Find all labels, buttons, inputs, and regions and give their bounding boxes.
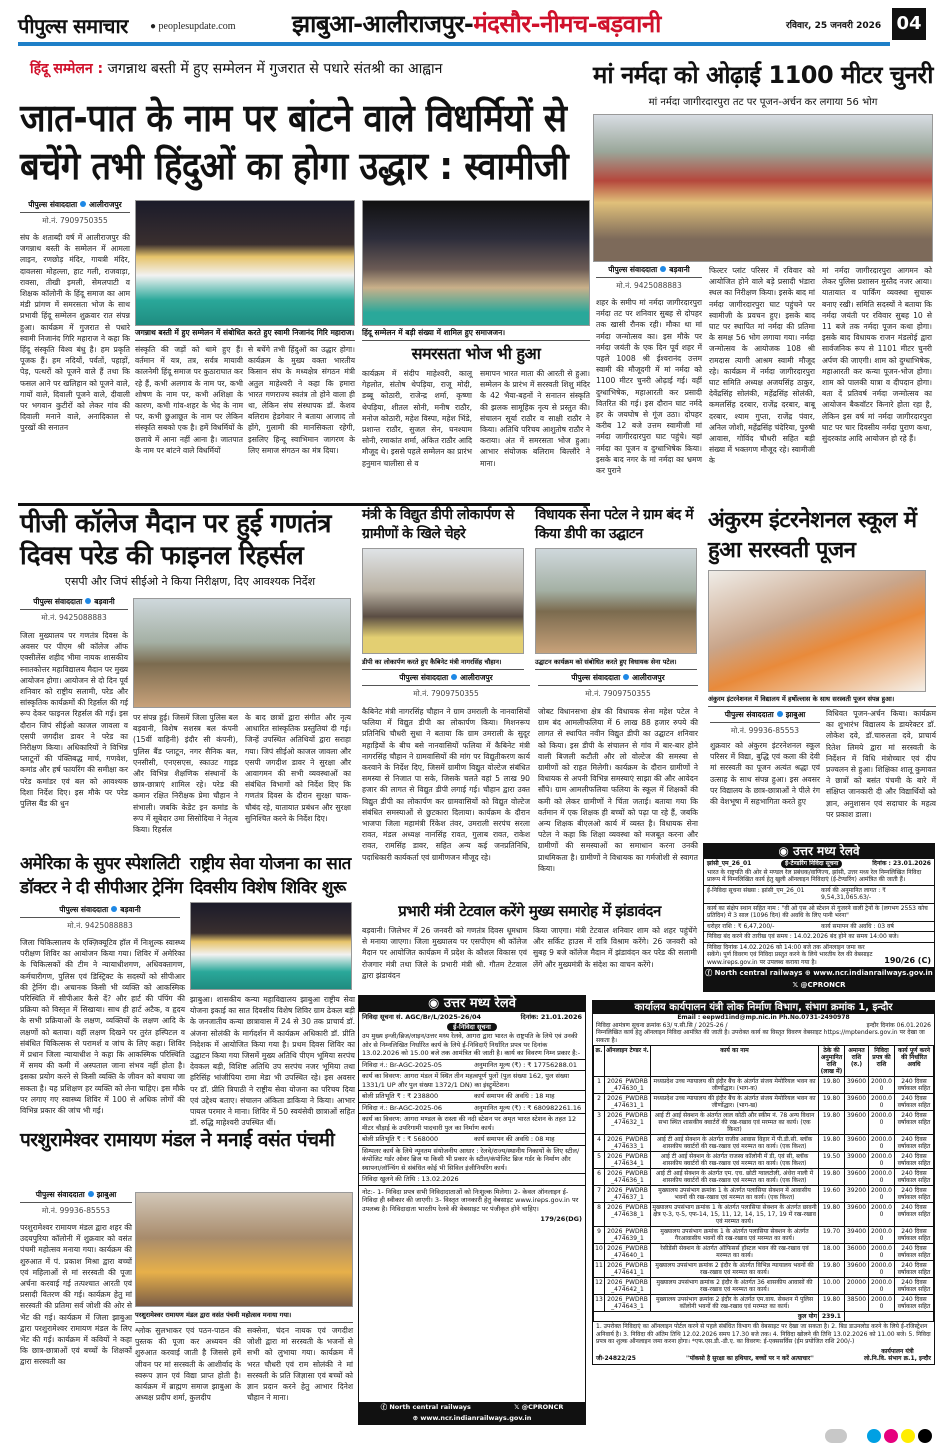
table-cell: 19.80 bbox=[819, 1295, 845, 1312]
table-cell: रेसीडेंसी सेक्शन के अंतर्गत ऑफिसर्स हॉस्टल भवन की रख-रखाव एवं मरम्मत का कार्य। bbox=[651, 1244, 819, 1261]
photo-caption: हिंदू सम्मेलन में बड़ी संख्या में शामिल हुए समाजजन। bbox=[362, 328, 590, 341]
table-cell: 19.70 bbox=[819, 1227, 845, 1244]
table-cell: 240 दिवस वर्षाकाल सहित bbox=[895, 1169, 934, 1186]
ad-cell: अनुमानित मूल्य (₹) : ₹ 17756288.01 bbox=[474, 1060, 578, 1069]
byline: पीपुल्स संवाददाता झाबुआ bbox=[20, 1190, 132, 1203]
table-cell: 39600 bbox=[845, 1261, 869, 1278]
lead-photo-crowd bbox=[362, 200, 590, 326]
byline: पीपुल्स संवाददाता बड़वानी bbox=[20, 905, 180, 918]
reporter-mobile: मो.नं. 7909750355 bbox=[413, 689, 479, 698]
table-cell: 39200 bbox=[845, 1186, 869, 1203]
table-cell: 2000.00 bbox=[869, 1152, 895, 1169]
minister-byline-block bbox=[362, 673, 530, 699]
table-cell: 2000.00 bbox=[869, 1094, 895, 1111]
table-row bbox=[594, 1295, 934, 1312]
table-cell: 2026_PWDRB_474636_1 bbox=[605, 1169, 651, 1186]
ad-cell: अनुमानित मूल्य (₹) : ₹ 680982261.16 bbox=[474, 1103, 582, 1112]
narmada-column-1: शहर के समीप मां नर्मदा जागीरदारपुरा नर्मदा तट पर शनिवार सुबह से दोपहर तक खासी रौनक रही। मौका था मां नर्मदा जन्मोत्सव का। इस मौके पर नर्मदा जयंती के एक दिन पूर्व शहर में पहले 1008 श्री ईश्वरानंद उत्तम स्वामी की मौजूदगी में मां नर्मदा को 1100 मीटर चुनरी ओढ़ाई गई। वहीं दुग्धाभिषेक, महाआरती कर प्रसादी वितरित की गई। इस दौरान घाट नर्मदे हर के जयघोष से गूंज उठा। दोपहर करीब 12 बजे उत्तम स्वामीजी मां नर्मदा जागीरदारपुरा घाट पहुंचे। यहां नर्मदा का पूजन व दुग्धाभिषेक किया। इसके बाद नगर के मां नर्मदा का भ्रमण कर पुराने bbox=[596, 298, 702, 476]
table-cell: 2000.00 bbox=[869, 1203, 895, 1227]
ad-contact: Email : eepwd1ind@mp.nic.in Ph.No.0731-2490978 bbox=[677, 1014, 850, 1021]
table-cell: 2000.00 bbox=[869, 1169, 895, 1186]
ad-row: निविदा बंद करने की तारीख एवं समय : 14.02.2026 बंद होने का समय 14:00 बजे। bbox=[704, 931, 934, 942]
ad-row: कार्य का संक्षेप स्थान सहित नाम : "वी ओ एस ओ स्टेशन से गुजरने वाली ट्रेनों के (लगभग 2553 कोच प्रतिदिन) में 3 साल (1096 दिन) की अवधि के लिए पानी भरना" bbox=[704, 903, 934, 921]
table-cell: 2026_PWDRB_474633_1 bbox=[605, 1135, 651, 1152]
lead-column-2: संस्कृति की जड़ों को थामे हुए हैं। वर्तमान में यत्र, तत्र, सर्वत्र मायावी कालनेमी हिंदू समाज पर कुठाराघात कर रहे हैं, कभी अलगाव के नाम पर, कभी शोषण के नाम पर, कभी अशिक्षा के कारण, कभी गांव-शहर के भेद के नाम पर, कभी छुआछूत के नाम पर लेकिन संस्कृति सबको एक है। हमें विधर्मियों के छलावे में आना नहीं आना है। जातपात के नाम पर बांटने वाले विधर्मियों bbox=[135, 345, 243, 455]
ad-row bbox=[359, 1102, 585, 1114]
nss-text: झाबुआ। शासकीय कन्या महाविद्यालय झाबुआ राष्ट्रीय सेवा योजना इकाई का सात दिवसीय विशेष शिविर ग्राम ढेकल बड़ी के जनजातीय कन्या छात्रावास में 24 से 30 तक प्राचार्य डॉ. अंजना सोलंकी के मार्गदर्शन में कार्यक्रम अधिकारी डॉ. प्रीति निदेशक में आयोजित किया गया है। प्रथम दिवस शिविर का उद्घाटन किया गया जिसमें मुख्य अतिथि पीएम भूमिया सरपंच देवकल बड़ी, विशिष्ट अतिथि उप सरपंच नजर भूमिया तथा हरिसिंह भांजीपिया रामा मेडा भी उपस्थित रहे। इस अवसर पर डॉ. प्रीति त्रिपाठी ने राष्ट्रीय सेवा योजना का परिचय दिया एवं उद्देश्य बताए। संचालन अंकिता डाकिया ने किया। आभार पायल परमार ने माना। शिविर में 50 स्वयंसेवी छात्राओं सहित डॉ. रुद्धि माहेश्वरी उपस्थित थीं। bbox=[190, 995, 355, 1128]
table-cell: 2026_PWDRB_474639_1 bbox=[605, 1227, 651, 1244]
ad-cell: कार्य समापन की अवधि : 18 माह bbox=[474, 1092, 555, 1100]
table-row bbox=[594, 1227, 934, 1244]
parshu-column-3: सक्सेना, चंदन नायक एवं जगदीश जोशी द्वारा मां सरस्वती के भजनों से सभी को लुभाया गया। कार्यक्रम में भरत चौधरी एवं राम सोलंकी ने मां सरस्वती के प्रति जिज्ञासा एवं बच्चों को ज्ञान प्रदान करने हेतु आभार दिनेश चौहान ने माना। bbox=[247, 1326, 353, 1403]
table-cell: 2000.00 bbox=[869, 1135, 895, 1152]
table-header: क्र. bbox=[594, 1046, 605, 1077]
pg-college-photo bbox=[133, 598, 351, 708]
ankuram-byline-block bbox=[710, 710, 820, 736]
nss-photo bbox=[190, 902, 352, 990]
table-cell: 19.80 bbox=[819, 1077, 845, 1094]
ad-row: धरोहर राशि : ₹ 6,47,200/- कार्य समापन की अवधि : 03 वर्ष bbox=[704, 921, 934, 932]
empty-cell bbox=[845, 1312, 934, 1322]
table-cell: 39000 bbox=[845, 1152, 869, 1169]
photo-caption: अंकुरम इंटरनेशनल में विद्यालय में हर्षोल्लास के साथ सरस्वती पूजन संपन्न हुआ। bbox=[708, 694, 936, 707]
table-cell: 39600 bbox=[845, 1135, 869, 1152]
table-cell: 19.80 bbox=[819, 1094, 845, 1111]
table-cell: 39600 bbox=[845, 1094, 869, 1111]
ankuram-headline: अंकुरम इंटरनेशनल स्कूल में हुआ सरस्वती पूजन bbox=[708, 508, 917, 563]
ad-signatory: कार्यपालन यंत्री लो.नि.वि. संभाग क्र.1, इन्दौर bbox=[863, 1347, 931, 1362]
table-cell: 1 bbox=[594, 1077, 605, 1094]
issue-date: रविवार, 25 जनवरी 2026 bbox=[786, 21, 882, 31]
parshurameshwar-headline: परशुरामेश्वर रामायण मंडल ने मनाई वसंत पंचमी bbox=[20, 1129, 335, 1151]
ad-footer bbox=[593, 1347, 934, 1364]
table-cell: 19.80 bbox=[819, 1135, 845, 1152]
registration-dot bbox=[884, 1429, 898, 1443]
narmada-byline-block bbox=[596, 265, 702, 291]
ad-notes: नोट:- 1- निविदा प्रपत्र सभी निविदादाताओं को निःशुल्क मिलेगा। 2- केवल ऑनलाइन ई-निविदा ही स्वीकार की जाएगी। 3- विस्तृत जानकारी हेतु वेबसाइट www.ireps.gov.in पर उपलब्ध है। निविदादाता भारतीय रेलवे की वेबसाइट पर पंजीकृत होने चाहिए। bbox=[359, 1185, 585, 1216]
table-cell: आई टी आई सेक्शन के अंतर्गत राजस्व कॉलोनी में डी, एवं सी, ब्लॉक शासकीय क्वार्टरों की रख-रखाव एवं मरम्मत का कार्य। (एक किश्त) bbox=[651, 1152, 819, 1169]
photo-caption: जगन्नाथ बस्ती में हुए सम्मेलन में संबोधित करते हुए स्वामी निजानंद गिरि महाराज। bbox=[135, 328, 355, 341]
table-cell: 7 bbox=[594, 1186, 605, 1203]
table-cell: 36000 bbox=[845, 1244, 869, 1261]
table-cell: मुख्यालय उपसंभाग क्रमांक 2 इंदौर के अंतर्गत 36 शासकीय आवासों की रख-रखाव एवं मरम्मत का कार्य। bbox=[651, 1278, 819, 1295]
table-cell: 240 दिवस वर्षाकाल सहित bbox=[895, 1227, 934, 1244]
table-row bbox=[594, 1186, 934, 1203]
ad-rows bbox=[359, 1059, 585, 1185]
table-cell: 10.00 bbox=[819, 1278, 845, 1295]
table-cell: 4 bbox=[594, 1135, 605, 1152]
ad-cell: बोली प्रतिभूति ₹ : ₹ 568000 bbox=[362, 1135, 439, 1143]
lead-kicker bbox=[30, 60, 580, 78]
narmada-column-2: फिल्टर प्लांट परिसर में रविवार को आयोजित होने वाले बड़े प्रसादी भंडारा स्थल का निरीक्षण किया। इसके बाद मां नर्मदा जागीरदारपुरा घाट पहुंचने पर स्वामीजी के प्रवचन हुए। इसके बाद घाट पर स्थापित मां नर्मदा की प्रतिमा के समक्ष 56 भोग लगाया गया। नर्मदा जन्मोत्सव के आयोजक 108 श्री रामदास त्यागी आश्रम स्वामी मौजूद रहे। कार्यक्रम में नर्मदा जागीरदारपुरा घाट समिति अध्यक्ष अजयसिंह ठाकुर, देवेंद्रसिंह सोलंकी, महेंद्रसिंह सोलंकी, कमलसिंह दरबार, राजेंद्र दरबार, बाबू दरबार, श्याम गुप्ता, राजेंद्र पंवार, अनिल जोशी, महेंद्रसिंह चंदेरिया, पुरुषी आवास, गोविंद चौधरी सहित बड़ी संख्या में भक्तगण मौजूद रहे। स्वामीजी के bbox=[709, 266, 815, 466]
table-cell: 2000.00 bbox=[869, 1111, 895, 1135]
lead-column-4: कार्यक्रम में संदीप माहेश्वरी, कालू गेहलोत, संतोष थेपड़िया, राजू मोदी, डब्बू कोठारी, राजेन्द्र शर्मा, कृष्णा थेपड़िया, शीतल सोनी, मनीष राठौर, मनोज कोठारी, महेश विस्पा, महेश भिंडे, प्रशान्त राठौर, सुजल सेन, घनश्याम सोनी, रमाकांत शर्मा, अंकित राठौर आदि मौजूद थे। इससे पहले सम्मेलन का प्रारंभ हनुमान चालीसा से व bbox=[362, 369, 472, 468]
tetwal-column-2: किया जाएगा। मंत्री टेटवाल शनिवार शाम को शहर पहुंचेंगे और सर्किट हाउस में रात्रि विश्राम करेंगे। 26 जनवरी को सुबह 9 बजे कॉलेज मैदान में झंडावंदन कर परेड की सलामी लेंगे और मुख्यमंत्री के संदेश का वाचन करेंगे। bbox=[533, 926, 697, 969]
website-link[interactable]: ● peoplesupdate.com bbox=[150, 21, 236, 32]
ad-code: जी-24822/25 bbox=[596, 1355, 636, 1362]
total-value: 239.1 bbox=[819, 1312, 845, 1322]
ad-cell: निविदा खुलने की तिथि : 13.02.2026 bbox=[362, 1175, 459, 1183]
lead-column-3: से बचेंगे तभी हिंदुओं का उद्धार होगा। कार्यक्रम के मुख्य वक्ता भारतीय किसान संघ के मध्यक्षेत्र संगठन मंत्री अतुल माहेश्वरी ने कहा कि हमारा भारत गणराज्य स्वतंत्र तो होने वाला ही था, लेकिन संघ संस्थापक डॉ. केशव बलिराम हेडगेवार ने बताया आजाद तो होंगे, गुलामी की मानसिकता रहेगी, इसलिए हिन्दू स्वाभिमान जागरण के लिए समाज संगठन का मंत्र दिया। bbox=[248, 345, 355, 455]
reporter-mobile: मो.नं. 99936-85553 bbox=[41, 1206, 111, 1215]
web-link[interactable]: ⊕ www.ncr.indianrailways.gov.in bbox=[804, 969, 933, 977]
reporter-mobile: मो.नं. 9425088883 bbox=[41, 613, 107, 622]
page-number: 04 bbox=[892, 8, 926, 40]
table-cell: मुख्यालय उपसंभाग क्रमांक 1 के अंतर्गत पलासिया सेक्शन के अंतर्गत छावनी क्षेत्र ए-3, ए-5, एफ-14, 15, 11, 12, 14, 15, 17, 19 में रख-रखाव एवं मरम्मत कार्य। bbox=[652, 1204, 817, 1225]
table-cell: आई टी आई सेक्शन के अंतर्गत राजीव आवास विहार में पी.डी.सी. ब्लॉक शासकीय क्वार्टरों की रख-रखाव एवं मरम्मत का कार्य। (एक किश्त) bbox=[651, 1135, 819, 1152]
ad-slogan: ''पॉकसो है सुरक्षा का हथियार, बच्चों पर न करें अत्याचार'' bbox=[686, 1355, 814, 1362]
narmada-photo bbox=[593, 114, 933, 262]
registration-dot bbox=[901, 1429, 915, 1443]
table-row bbox=[594, 1152, 934, 1169]
table-cell: 19.80 bbox=[819, 1169, 845, 1186]
ad-notes: 1. उपरोक्त निविदाएं का ऑनलाइन पोर्टल करने से पहले संबंधित विभाग की वेबसाइट पर देखा जा सकता है। 2. बिड डाउनलोड करने के लिये ई-रजिस्ट्रेशन अनिवार्य है। 3. निविदा की अंतिम तिथि 12.02.2026 समय 17.30 बजे तक। 4. निविदा खोलने की तिथि 13.02.2026 को 11.00 बजे। 5. निविदा प्रपत्र का शुल्क ऑनलाइन जमा करना होगा। *एफ.एस.डी.-डी.ए. का विवरण: ई-एक्ससर्विस (ईम प्रयोजित राशि 200/-) bbox=[596, 1323, 931, 1345]
table-cell: 2026_PWDRB_474634_1 bbox=[605, 1152, 651, 1169]
table-cell: आई टी आई सेक्शन के अंतर्गत लाल कोठी और स्कीम नं. 78 अन्य विधान सभा स्थित शासकीय क्वार्टरों की रख-रखाव एवं मरम्मत का कार्य। (एक किश्त) bbox=[651, 1111, 819, 1135]
parshu-column-2: श्लोक सुलभाकर एवं पठन-पाठन की पुस्तक की पूजा कर अध्ययन की शुरुआत करवाई जाती है जिससे हमें जीवन पर मां सरस्वती के आशीर्वाद के स्वरूप ज्ञान एवं विद्या प्राप्त होती है। कार्यक्रम में ब्राह्मण समाज झाबुआ के अध्यक्ष प्रदीप शर्मा, कुलदीप bbox=[135, 1326, 241, 1403]
ad-row bbox=[359, 1059, 585, 1071]
ad-row bbox=[359, 1145, 585, 1174]
table-cell: 2000.00 bbox=[869, 1244, 895, 1261]
railway-tender-ad-jhansi bbox=[703, 843, 935, 992]
table-cell: मध्यप्रदेश उच्च न्यायालय की इंदौर बैंच के अंतर्गत संजय मेमोरियल भवन का जीर्णोद्धार। (भाग-क) bbox=[651, 1077, 819, 1094]
table-cell: 2000.00 bbox=[869, 1278, 895, 1295]
table-cell: 13 bbox=[594, 1295, 605, 1312]
pg-column-2: पर संपन्न हुई। जिसमें जिला पुलिस बल बड़वानी, विशेष सशस्त्र बल कंपनी (15वीं वाहिनी) इंदौर सी कंपनी), पुलिस बैंड प्लाटून, नगर सैनिक बल, एनसीसी, एनएसएस, स्काउट गाइड और विभिन्न शैक्षणिक संस्थानों के छात्र-छात्राएं शामिल रहे। परेड की कमान रक्षित निरीक्षक प्रेमा चौहान ने संभाली। जबकि केडेट इन कमांड के रूप में सूबेदार उमा सिसोदिया ने नेतृत्व किया। रिहर्सल bbox=[133, 713, 238, 835]
america-text: जिला चिकित्सालय के एक्ज़िक्यूटिव हॉल में निःशुल्क स्वास्थ्य परीक्षण शिविर का आयोजन किया गया। शिविर में अमेरिका के चिकित्सकों की टीम ने न्यायाधीशगण, अधिवक्तागण, कर्मचारीगण, पुलिस एवं डिस्ट्रिक्ट के सदस्यों को सीपीआर की ट्रेनिंग दी। अचानक किसी भी व्यक्ति को आकस्मिक परिस्थिति में सीपीआर कैसे दें? और हार्ट की पंपिंग की प्रक्रिया को विस्तृत में सिखाया। साथ ही हार्ट अटैक, व हृदय के सभी प्रक्रियाओं के लक्षण, व्यक्तियों के लक्षण आदि के लक्षणों को बताया। वहीं लक्षण दिखने पर तुरंत हस्पिटल व संबंधित चिकित्सक से परामर्श व जांच के लिए कहा। शिविर में प्रधान जिला न्यायाधीश ने कहा कि आकस्मिक परिस्थिति में समय की कमी में अस्पताल जाना संभव नहीं होता है। इसका प्रयोग करने से किसी व्यक्ति के जीवन को बचाया जा सकता है। यह प्रशिक्षण हर व्यक्ति को लेना चाहिए। इस मौके पर लगाए गए स्वास्थ्य शिविर में 100 से अधिक लोगों की विभिन्न प्रकार की जांच भी गई। bbox=[20, 938, 185, 1116]
ad-intro: भारत के राष्ट्रपति की ओर से मण्डल रेल प्रबंधक/वाणिज्य, झांसी, उत्तर मध्य रेल निम्नलिखित निविदा प्रारूप में निम्नलिखित कार्य हेतु खुली ऑनलाइन निविदाएं (ई-टेण्डरिंग) आमंत्रित की जाती हैं। bbox=[707, 868, 922, 883]
byline: पीपुल्स संवाददाता आलीराजपुर bbox=[20, 200, 130, 213]
table-header: अमानत राशि (रु.) bbox=[845, 1046, 869, 1077]
table-cell: 240 दिवस वर्षाकाल सहित bbox=[895, 1152, 934, 1169]
table-cell: 2026_PWDRB_474643_1 bbox=[605, 1295, 651, 1312]
table-cell: 5 bbox=[594, 1152, 605, 1169]
table-cell: मध्यप्रदेश उच्च न्यायालय की इंदौर बैंच के अंतर्गत संजय मेमोरियल भवन का जीर्णोद्धार। (भाग-ख) bbox=[651, 1094, 819, 1111]
social-facebook[interactable]: ⓕ North central railways bbox=[380, 1403, 471, 1411]
ad-title: कार्यालय कार्यपालन यंत्री लोक निर्माण विभाग, संभाग क्रमांक 1, इन्दौर bbox=[593, 1001, 934, 1014]
ad-row bbox=[359, 1133, 585, 1145]
registration-dot bbox=[918, 1429, 932, 1443]
table-cell: 12 bbox=[594, 1278, 605, 1295]
mla-dp-text: जोबट विधानसभा क्षेत्र की विधायक सेना महेश पटेल ने ग्राम बंद आमलीफलिया में 6 लाख 88 हजार रुपये की लागत से स्थापित नवीन विद्युत डीपी का उद्घाटन शनिवार को किया। इस डीपी के संचालन से गांव में बार-बार होने वाली बिजली कटौती और लो वोल्टेज की समस्या से ग्रामीणों को राहत मिलेगी। कार्यक्रम के दौरान ग्रामीणों ने विधायक से अपनी विभिन्न समस्याएं साझा की और आवेदन सौंपे। ग्राम आमलीफलिया फलिया के स्कूल में शिक्षकों की कमी को लेकर ग्रामीणों ने चिंता जताई। बताया गया कि वर्तमान में एक शिक्षक ही बच्चों को पढ़ा पा रहे हैं, जबकि अन्य शिक्षक बीएलओ कार्य में व्यस्त है। विधायक सेना पटेल ने कहा कि शिक्षा व्यवस्था को मजबूत करना और ग्रामीणों की समस्याओं का समाधान करना उनकी प्राथमिकता है। ग्रामीणों ने विधायक का गर्मजोशी से स्वागत किया। bbox=[538, 707, 698, 873]
table-row bbox=[594, 1111, 934, 1135]
ad-title: ◉ उत्तर मध्य रेलवे bbox=[704, 844, 934, 859]
table-cell: 2026_PWDRB_474637_1 bbox=[605, 1186, 651, 1203]
table-cell: 3 bbox=[594, 1111, 605, 1135]
table-cell: 19.80 bbox=[819, 1203, 845, 1227]
ad-cell: निविदा नं.: Br-AGC-2025-05 bbox=[362, 1060, 443, 1069]
region-red: मंदसौर-नीमच-बड़वानी bbox=[473, 10, 661, 38]
table-cell: 19.60 bbox=[819, 1186, 845, 1203]
lead-column-1: संघ के शताब्दी वर्ष में आलीराजपुर की जगन्नाथ बस्ती के सम्मेलन में आमला लाइन, रणछोड़ मंदिर, गायत्री मंदिर, दावलसा मोहल्ला, हाट गली, राजवाड़ा, रावसा, तीखी इमली, सेमलपाटी व शिक्षक कॉलोनी के हिंदू समाज का आम मंडी प्रांगण में समरसता भोज के साथ प्रभावी हिंदू सम्मेलन शुक्रवार रात संपन्न हुआ। कार्यक्रम में गुजरात से पधारे स्वामी निजानंद गिरि महाराज ने कहा कि हिंदू संस्कृति विश्व बंधु है। हम प्रकृति पूजक हैं। हम नदियों, पर्वतों, पहाड़ों, पेड़, पत्थरों को पूजने वाले हैं तथा कि फसल आने पर खलिहान को पूजने वाले, गायों वाले, दिवाली पूजने वाले, दीवाली पर भगवान कुटीरों को लेकर गांव की दिवाली मनाने वाले, अनादिकाल से पुरखों की सनातन bbox=[20, 233, 130, 433]
pg-column-1: जिला मुख्यालय पर गणतंत्र दिवस के अवसर पर पीएम श्री कॉलेज ऑफ एक्सीलेंस शहीद भीमा नायक शासकीय स्नातकोत्तर महाविद्यालय मैदान पर मुख्य आयोजन होगा। आयोजन से दो दिन पूर्व शनिवार को राष्ट्रीय सलामी, परेड और सांस्कृतिक कार्यक्रमों की रिहर्सल की गई रूप देकर फाइनल रिहर्सल की गई। इस दौरान जिपं सीईओ काजल जावला व एसपी जगदीश डावर ने परेड का निरीक्षण किया। अधिकारियों ने विभिन्न प्लाटूनों की पंक्तिबद्ध मार्च, गणवेश, कमांड और हर्ष फायरिंग की समीक्षा कर परेड कमांडर एवं बल को आवश्यक दिशा निर्देश दिए। इस मौके पर परेड पुलिस बैंड की धुन bbox=[20, 631, 128, 809]
reporter-mobile: मो.नं. 7909750355 bbox=[42, 216, 108, 225]
table-cell: 6 bbox=[594, 1169, 605, 1186]
pwd-tender-ad bbox=[592, 1000, 935, 1365]
total-row bbox=[594, 1312, 934, 1322]
table-cell: 240 दिवस वर्षाकाल सहित bbox=[895, 1295, 934, 1312]
table-cell: 38500 bbox=[845, 1295, 869, 1312]
america-headline: अमेरिका के सुपर स्पेशलिटी डॉक्टर ने दी सीपीआर ट्रेनिंग bbox=[20, 854, 183, 898]
reporter-mobile: मो.नं. 9425088883 bbox=[616, 281, 682, 290]
narmada-subhead: मां नर्मदा जागीरदारपुरा तट पर पूजन-अर्चन कर लगाया 56 भोग bbox=[648, 97, 878, 108]
total-label: कुल योग bbox=[594, 1312, 819, 1322]
ad-row: निविदा दिनांक 14.02.2026 को 14:00 बजे तक ऑनलाइन जमा कर सकेंगे। पूर्ण विवरण एवं निविदा प्रस्तुत करने के लिये भारतीय रेल की वेबसाइट www.ireps.gov.in पर उपलब्ध कराया गया है। 190/26 (C) bbox=[704, 942, 934, 968]
social-facebook[interactable]: ⓕ North central railways bbox=[705, 969, 803, 977]
table-cell: 11 bbox=[594, 1261, 605, 1278]
web-link[interactable]: ⊕ www.ncr.indianrailways.gov.in bbox=[412, 1414, 532, 1422]
ad-intro: उप मुख्य इन्जी/ब्रिज/लाइन/उत्तर मध्य रेलवे, आगरा द्वारा भारत के राष्ट्रपति के लिये एवं उनकी ओर से निम्नलिखित निर्धारित कार्य के लिये ई-निविदाएँ निर्धारित प्रपत्र पर दिनांक 13.02.2026 को 15.00 बजे तक आमंत्रित की जाती है। कार्य का विवरण निम्न प्रकार है:- bbox=[362, 1032, 581, 1057]
photo-caption: डीपी का लोकार्पण करते हुए कैबिनेट मंत्री नागरसिंह चौहान। bbox=[362, 657, 524, 670]
table-cell: 240 दिवस वर्षाकाल सहित bbox=[895, 1186, 934, 1203]
table-cell: मुख्यालय उपसंभाग क्रमांक 2 इंदौर के अंतर्गत एम.वाय. सेक्शन में पुलिस कॉलोनी भवनों की रख-रखाव एवं मरम्मत का कार्य। bbox=[651, 1295, 819, 1312]
ad-row bbox=[359, 1113, 585, 1133]
table-cell: 39400 bbox=[845, 1227, 869, 1244]
table-row bbox=[594, 1077, 934, 1094]
table-cell: 2026_PWDRB_474640_1 bbox=[605, 1244, 651, 1261]
table-header: ठेके की अनुमानित राशि (लाख में) bbox=[819, 1046, 845, 1077]
ad-cell: कार्य समापन की अवधि : 08 माह bbox=[474, 1135, 555, 1143]
ad-code: 190/26 (C) bbox=[884, 956, 931, 965]
ad-row: ई-निविदा सूचना संख्या : झांसी_एम_26_01 कार्य की अनुमानित लागत : ₹ 9,54,31,065.63/- bbox=[704, 885, 934, 903]
table-cell: 240 दिवस वर्षाकाल सहित bbox=[895, 1077, 934, 1094]
table-cell: मुख्यालय उपसंभाग क्रमांक 1 के अंतर्गत पलासिया सेक्शन के अंतर्गत गैरआवासीय भवनों की रख-रखाव एवं मरम्मत का कार्य। bbox=[651, 1227, 819, 1244]
reporter-mobile: मो.नं. 9425088883 bbox=[67, 921, 133, 930]
table-cell: 2026_PWDRB_474638_1 bbox=[605, 1203, 651, 1227]
america-byline-block bbox=[20, 905, 180, 931]
ad-row bbox=[359, 1173, 585, 1185]
ankuram-column-1: शुक्रवार को अंकुरम इंटरनेशनल स्कूल परिसर में विद्या, बुद्धि एवं कला की देवी मां सरस्वती का पूजन अत्यंत श्रद्धा एवं उत्साह के साथ संपन्न हुआ। इस अवसर पर विद्यालय के छात्र-छात्राओं ने पीले रंग की वेशभूषा में सहभागिता करते हुए bbox=[710, 741, 820, 807]
newspaper-logo: पीपुल्स समाचार bbox=[18, 14, 128, 38]
region-title bbox=[292, 10, 780, 38]
reporter-mobile: मो.नं. 7909750355 bbox=[585, 689, 651, 698]
tetwal-column-1: बड़वानी। जिलेभर में 26 जनवरी को गणतंत्र दिवस धूमधाम से मनाया जाएगा। जिला मुख्यालय पर एसपीएम श्री कॉलेज मैदान पर आयोजित कार्यक्रम में प्रदेश के कौशल विकास एवं रोजगार मंत्री तथा जिले के प्रभारी मंत्री श्री. गौतम टेटवाल द्वारा झंडावंदन bbox=[362, 926, 527, 980]
table-cell: 2026_PWDRB_474632_1 bbox=[605, 1111, 651, 1135]
photo-caption: परशुरामेश्वर रामायण मंडल द्वारा वसंत पंचमी महोत्सव मनाया गया। bbox=[135, 1310, 353, 1323]
table-cell: 240 दिवस वर्षाकाल सहित bbox=[895, 1278, 934, 1295]
masthead-rule bbox=[18, 42, 890, 46]
social-x[interactable]: 𝕏 @CPRONCR bbox=[514, 1403, 564, 1411]
ad-row bbox=[359, 1090, 585, 1102]
table-cell: 20000 bbox=[845, 1278, 869, 1295]
table-cell: 9 bbox=[594, 1227, 605, 1244]
nss-headline: राष्ट्रीय सेवा योजना का सात दिवसीय विशेष शिविर शुरू bbox=[190, 854, 351, 898]
lead-headline: जात-पात के नाम पर बांटने वाले विधर्मियों से बचेंगे तभी हिंदुओं का होगा उद्धार : स्वामीजी bbox=[20, 96, 569, 188]
ad-cell: सिम्पलर कार्य के लिये न्यूनतम संयोजनीय आधार : रेलवे/राज्य/स्थानीय निकायों के लिए स्टील/कंपोजिट गर्डर ओवर ब्रिज या किसी भी प्रकार के स्टील/कंपोजिट ब्रिज गर्डर के निर्माण और स्थापना/लॉन्चिंग से संबंधित कोई भी सिविल इंजीनियरिंग कार्य। bbox=[362, 1146, 580, 1172]
table-cell: 39600 bbox=[845, 1077, 869, 1094]
photo-caption: उद्घाटन कार्यक्रम को संबोधित करते हुए विधायक सेना पटेल। bbox=[535, 657, 697, 670]
table-cell: 2026_PWDRB_474631_1 bbox=[605, 1094, 651, 1111]
region-black: झाबुआ-आलीराजपुर- bbox=[292, 10, 474, 38]
ad-row bbox=[359, 1070, 585, 1090]
lead-subheading: समरसता भोज भी हुआ bbox=[411, 344, 541, 363]
lead-photo-stage bbox=[135, 200, 355, 326]
table-row bbox=[594, 1094, 934, 1111]
table-row bbox=[594, 1261, 934, 1278]
table-cell: 2000.00 bbox=[869, 1077, 895, 1094]
table-cell: आई टी आई सेक्शन के अंतर्गत एम. एच. छोटी ग्वालटोली, अंधेरा नाली में शासकीय क्वार्टरों की रख-रखाव एवं मरम्मत का कार्य। (एक किश्त) bbox=[651, 1169, 819, 1186]
ankuram-column-2: विधिवत पूजन-अर्चन किया। कार्यक्रम का शुभारंभ विद्यालय के डायरेक्टर डॉ. लोकेश दवे, डॉ.चारुलता दवे, प्राचार्य रितेश लिमये द्वारा मां सरस्वती के निर्देशन में विधि मंत्रोच्चार एवं दीप प्रज्वलन से हुआ। शिक्षिका शालू कुमावत ने छात्रों को बसंत पंचमी के बारे में संक्षिप्त जानकारी दी और विद्यार्थियों को ज्ञान, अनुशासन एवं सदाचार के महत्व पर प्रकाश डाला। bbox=[826, 709, 936, 819]
ad-code: 179/26(DG) bbox=[540, 1215, 582, 1223]
table-header: कार्य पूर्ण करने की निर्धारित अवधि bbox=[895, 1046, 934, 1077]
pg-byline-block bbox=[20, 597, 128, 623]
registration-dot bbox=[867, 1429, 881, 1443]
social-x[interactable]: 𝕏 @CPRONCR bbox=[792, 981, 846, 989]
table-cell: 18.00 bbox=[819, 1244, 845, 1261]
table-row bbox=[594, 1169, 934, 1186]
table-cell: 2000.00 bbox=[869, 1295, 895, 1312]
byline: पीपुल्स संवाददाता बड़वानी bbox=[596, 265, 702, 278]
mla-byline-block bbox=[538, 673, 698, 699]
mla-dp-photo bbox=[535, 548, 697, 654]
table-cell: 10 bbox=[594, 1244, 605, 1261]
table-cell: 240 दिवस वर्षाकाल सहित bbox=[895, 1135, 934, 1152]
ad-cell: कार्य का विवरण: आगरा मण्डल के रास्ता की नदी स्टेशन पर अमृत भारत स्टेशन के तहत 12 मीटर चौड़ाई के उपरिगामी पादचारी पुल का निर्माण कार्य। bbox=[362, 1115, 577, 1132]
table-cell: 240 दिवस वर्षाकाल सहित bbox=[895, 1111, 934, 1135]
table-row bbox=[594, 1278, 934, 1295]
table-cell: 39600 bbox=[845, 1169, 869, 1186]
table-cell: मुख्यालय उपसंभाग क्रमांक 2 इंदौर के अंतर्गत विभिन्न न्यायालय भवनों की रख-रखाव एवं मरम्मत का कार्य। bbox=[651, 1261, 819, 1278]
table-row bbox=[594, 1244, 934, 1261]
narmada-column-3: मां नर्मदा जागीरदारपुरा आगमन को लेकर पुलिस प्रशासन मुस्तैद नजर आया। यातायात व पार्किंग व्यवस्था सुचारू बनाए रखी। समिति सदस्यों ने बताया कि नर्मदा जयंती पर रविवार सुबह 10 से 11 बजे तक नर्मदा पूजन कथा होगा। इसके बाद विधायक राजन मंडलोई द्वारा सार्वजनिक रूप से 1101 मीटर चुनरी अर्पण की जाएगी। शाम को दुग्धाभिषेक, महाआरती कर कन्या पूजन-भोज होगा। शाम को पालकी यात्रा व दीपदान होगा। बता दें प्रतिवर्ष नर्मदा जन्मोत्सव का आयोजन बैकवॉटर किनारे होता रहा है, लेकिन इस वर्ष मां नर्मदा जागीरदारपुरा घाट पर चार दिवसीय नर्मदा पुराण कथा, सुंदरकांड आदि आयोजन हो रहे हैं। bbox=[822, 266, 932, 444]
lead-byline-block bbox=[20, 200, 130, 226]
table-cell: 39600 bbox=[845, 1203, 869, 1227]
ad-badge: ई-निविदा सूचना bbox=[359, 1023, 585, 1032]
table-row bbox=[594, 1203, 934, 1227]
table-cell: 2 bbox=[594, 1094, 605, 1111]
table-cell: 19.50 bbox=[819, 1152, 845, 1169]
table-cell: 2026_PWDRB_474630_1 bbox=[605, 1077, 651, 1094]
table-cell: 19.80 bbox=[819, 1111, 845, 1135]
byline: पीपुल्स संवाददाता बड़वानी bbox=[20, 597, 128, 610]
ad-footer bbox=[704, 967, 934, 991]
table-cell: मुख्यालय उपसंभाग क्रमांक 1 के अंतर्गत पलासिया सेक्शन में आवासीय भवनों की रख-रखाव एवं मरम्मत का कार्य। (एक किश्त) bbox=[651, 1186, 819, 1203]
parshu-byline-block bbox=[20, 1190, 132, 1216]
table-cell: 240 दिवस वर्षाकाल सहित bbox=[895, 1261, 934, 1278]
table-cell: 8 bbox=[594, 1203, 605, 1227]
pg-college-subhead: एसपी और जिपं सीईओ ने किया निरीक्षण, दिए आवश्यक निर्देश bbox=[64, 575, 316, 588]
table-cell: 19.80 bbox=[819, 1261, 845, 1278]
narmada-headline: मां नर्मदा को ओढ़ाई 1100 मीटर चुनरी bbox=[593, 61, 933, 89]
table-header: कार्य का नाम bbox=[651, 1046, 819, 1077]
minister-dp-photo bbox=[362, 548, 524, 654]
pg-column-3: के बाद छात्रों द्वारा संगीत और नृत्य आधारित सांस्कृतिक प्रस्तुतियां दी गई। जिन्हें उपस्थित अतिथियों द्वारा सराहा गया। जिपं सीईओ काजल जावला और एसपी जगदीश डावर ने सुरक्षा और आवागमन की सभी व्यवस्थाओं का संबंधित विभागों को निर्देश दिए कि गणतंत्र दिवस के दौरान सुरक्षा चाक-चौबंद रहे, यातायात प्रबंधन और सुरक्षा सुनिश्चित करने के निर्देश दिए। bbox=[245, 713, 351, 823]
ad-title: ◉ उत्तर मध्य रेलवे bbox=[359, 996, 585, 1012]
mla-dp-headline: विधायक सेना पटेल ने ग्राम बंद में किया डीपी का उद्घाटन bbox=[535, 507, 694, 542]
tender-table bbox=[593, 1045, 934, 1322]
tetwal-headline: प्रभारी मंत्री टेटवाल करेंगे मुख्य समारोह में झंडावंदन bbox=[398, 902, 661, 920]
ad-footer bbox=[359, 1402, 585, 1424]
table-header: ऑनलाइन टेण्डर नं. bbox=[605, 1046, 651, 1077]
ad-ref-row: निविदा सूचना सं. AGC/Br/L/2025-26/04 दिनांक: 21.01.2026 bbox=[362, 1013, 582, 1021]
minister-dp-text: कैबिनेट मंत्री नागरसिंह चौहान ने ग्राम उमराली के नानवासियों फलिया में विद्युत डीपी का लोकार्पण किया। मिशनरूप प्रतिनिधि चौधरी सुधा ने बताया कि ग्राम उमराली के सुदूर महाड़ियों के बीच बसे नानवासियों फलिया में कैबिनेट मंत्री नागरसिंह चौहान ने ग्रामवासियों की मांग पर विद्युतीकरण कार्य करवाने के निर्देश दिए, जिसमें ग्रामीण विद्युत वोल्टेज संबंधित समस्या से निजात पा सके, जिसके चलते वहां 5 लाख 90 हजार की लागत से विद्युत डीपी लगाई गई। चौहान द्वारा उक्त विद्युत डीपी का लोकार्पण कर ग्रामवासियों को विद्युत वोल्टेज संबंधित समस्याओं से छुटकारा दिलाया। कार्यक्रम के दौरान भाजपा जिला महामंत्री रिंकेश तंवर, उमराली सरपंच सरला रावत, मंडल अध्यक्ष नानसिंह रावत, गुलाब रावत, राकेश रावत, रामसिंह डावर, सहित अन्य कई जनप्रतिनिधि, पदाधिकारी कार्यकर्ता एवं ग्रामीणजन मौजूद रहे। bbox=[362, 707, 530, 862]
parshurameshwar-photo bbox=[135, 1192, 353, 1307]
table-cell: 2026_PWDRB_474642_1 bbox=[605, 1278, 651, 1295]
lead-column-5: समापन भारत माता की आरती से हुआ। सम्मेलन के प्रारंभ में सरस्वती शिशु मंदिर के 42 भैया-बहनों ने सनातन संस्कृति की झलक सामूहिक नृत्य से प्रस्तुत की। संचालन सूर्या राठौर व साक्षी राठौर ने किया। अतिथि परिचय आशुतोष राठौर ने कराया। अंत में समरसता भोज हुआ। आभार संयोजक बलिराम बिल्लौरे ने माना। bbox=[480, 369, 590, 468]
table-cell: 39600 bbox=[845, 1111, 869, 1135]
ad-intro: निम्नलिखित कार्य हेतु ऑनलाइन निविदा आमंत्रित की जाती है। उपरोक्त कार्य का विस्तृत विवरण वेबसाइट https://mptenders.gov.in पर देखा जा सकता है। bbox=[596, 1029, 925, 1044]
byline: पीपुल्स संवाददाता आलीराजपुर bbox=[362, 673, 530, 686]
table-cell: 2026_PWDRB_474641_1 bbox=[605, 1261, 651, 1278]
ad-cell: बोली प्रतिभूति ₹ : ₹ 238800 bbox=[362, 1092, 439, 1100]
ad-ref-row: निविदा आमंत्रण सूचना क्रमांक 63/ प.सी.सि / 2025-26 / इन्दौर दिनांक 06.01.2026 bbox=[596, 1021, 931, 1029]
reporter-mobile: मो.नं. 99936-85553 bbox=[730, 726, 800, 735]
table-cell: 2000.00 bbox=[869, 1227, 895, 1244]
kicker-text: जगन्नाथ बस्ती में हुए सम्मेलन में गुजरात से पधारे संतश्री का आह्वान bbox=[107, 61, 443, 77]
ad-ref-row: झांसी_एम_26_01 ई-टेण्डरिंग निविदा सूचना दिनांक : 23.01.2026 bbox=[707, 860, 931, 867]
pg-college-headline: पीजी कॉलेज मैदान पर हुई गणतंत्र दिवस परेड की फाइनल रिहर्सल bbox=[20, 509, 332, 571]
table-cell: 240 दिवस वर्षाकाल सहित bbox=[895, 1203, 934, 1227]
ankuram-photo bbox=[708, 570, 926, 692]
railway-tender-ad-agra bbox=[358, 995, 586, 1425]
website-text: peoplesupdate.com bbox=[158, 21, 236, 32]
parshu-column-1: परशुरामेश्वर रामायण मंडल द्वारा शहर की उदयपुरिया कॉलोनी में शुक्रवार को वसंत पंचमी महोत्सव मनाया गया। कार्यक्रम की शुरुआत में पं. प्रकाश मिश्रा द्वारा बच्चों एवं महिलाओं से मां सरस्वती की पूजा अर्चना करवाई गई तत्पश्चात आरती एवं प्रसादी वितरण की गई। कार्यक्रम हेतु मां सरस्वती की प्रतिमा सर्व जोशी की ओर से भेंट की गई। कार्यक्रम में जिला झाबुआ द्वारा परशुरामेश्वर रामायण मंडल के लिए भेंट की गई। कार्यक्रम में कवियों ने कहा कि छात्र-छात्राओं एवं बच्चों के शिक्षकों द्वारा सरस्वती का bbox=[20, 1223, 132, 1367]
table-header: निविदा प्रपत्र की राशि bbox=[869, 1046, 895, 1077]
table-cell: 240 दिवस वर्षाकाल सहित bbox=[895, 1094, 934, 1111]
kicker-label: हिंदू सम्मेलन : bbox=[30, 61, 104, 77]
table-cell: 240 दिवस वर्षाकाल सहित bbox=[895, 1244, 934, 1261]
table-row bbox=[594, 1135, 934, 1152]
table-cell: 2000.00 bbox=[869, 1186, 895, 1203]
byline: पीपुल्स संवाददाता आलीराजपुर bbox=[538, 673, 698, 686]
ad-cell: निविदा नं.: Br-AGC-2025-06 bbox=[362, 1103, 443, 1112]
minister-dp-headline: मंत्री के विद्युत डीपी लोकार्पण से ग्रामीणों के खिले चेहरे bbox=[362, 507, 514, 542]
byline: पीपुल्स संवाददाता झाबुआ bbox=[710, 710, 820, 723]
ad-cell: कार्य का विवरण: आगरा मंडल में स्थित तीन महत्वपूर्ण पुलों (पुल संख्या 162, पुल संख्या 1331/1 UP और पुल संख्या 1372/1 DN) का इंस्ट्रुमेंटेशन। bbox=[362, 1072, 570, 1089]
registration-dot bbox=[825, 1429, 847, 1443]
table-cell: 2000.00 bbox=[869, 1261, 895, 1278]
